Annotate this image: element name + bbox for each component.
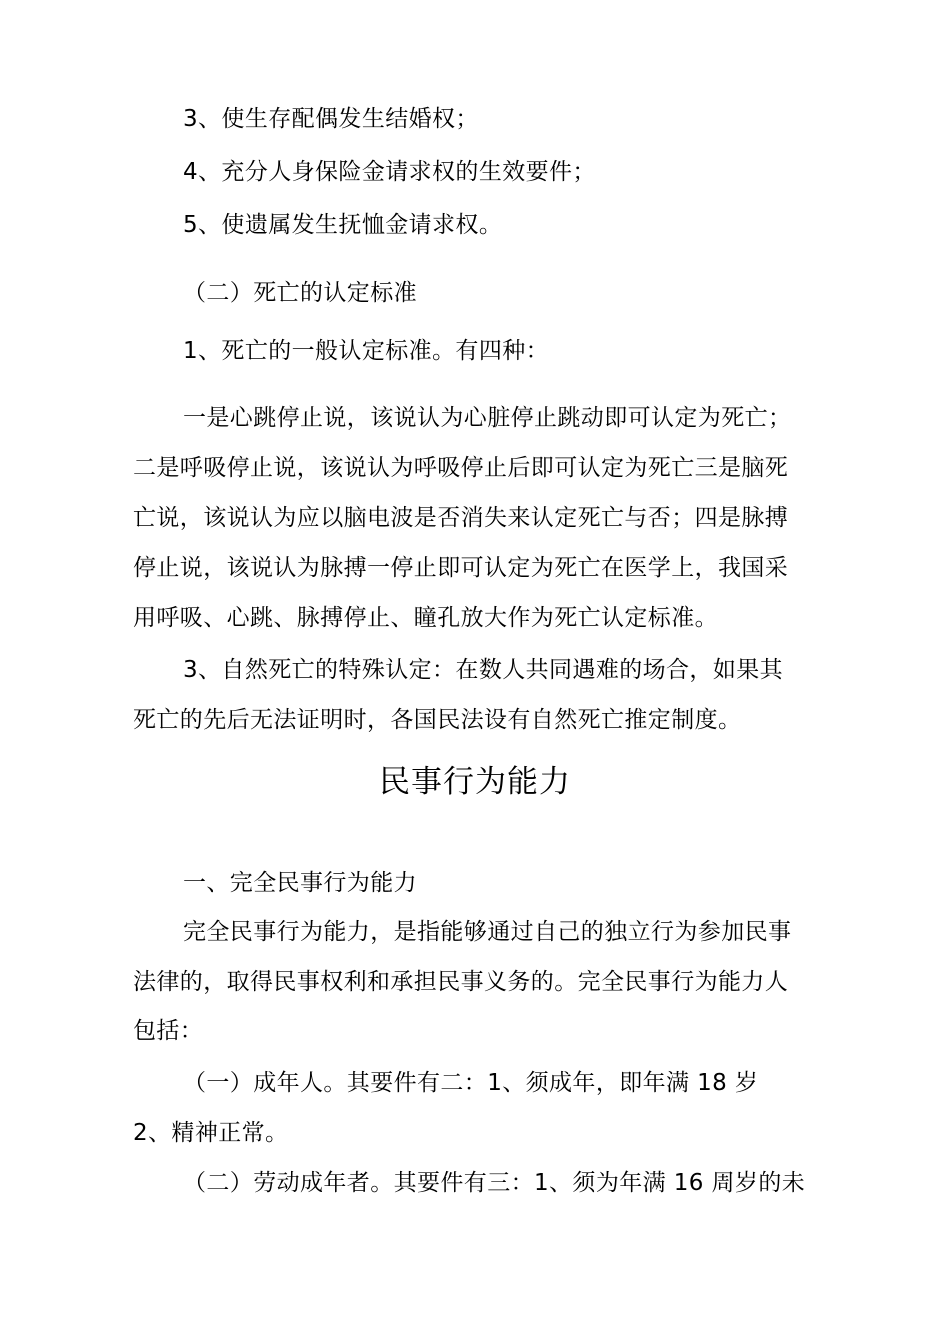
paragraph-line: 3、自然死亡的特殊认定：在数人共同遇难的场合，如果其 xyxy=(183,657,784,683)
paragraph-line: （二）劳动成年者。其要件有三：1、须为年满 16 周岁的未 xyxy=(183,1170,806,1196)
paragraph-line: 停止说，该说认为脉搏一停止即可认定为死亡在医学上，我国采 xyxy=(133,555,789,581)
paragraph-line: 一是心跳停止说，该说认为心脏停止跳动即可认定为死亡； xyxy=(183,405,792,431)
section-title: 民事行为能力 xyxy=(379,764,571,800)
paragraph-line: 法律的，取得民事权利和承担民事义务的。完全民事行为能力人 xyxy=(133,969,789,995)
paragraph-line: 3、使生存配偶发生结婚权； xyxy=(183,106,479,132)
subsection-heading: （二）死亡的认定标准 xyxy=(183,280,417,306)
paragraph-line: 包括： xyxy=(133,1018,204,1044)
paragraph-line: 死亡的先后无法证明时，各国民法设有自然死亡推定制度。 xyxy=(133,707,742,733)
paragraph-line: 二是呼吸停止说，该说认为呼吸停止后即可认定为死亡三是脑死 xyxy=(133,455,789,481)
paragraph-line: 5、使遗属发生抚恤金请求权。 xyxy=(183,212,503,238)
paragraph-line: 用呼吸、心跳、脉搏停止、瞳孔放大作为死亡认定标准。 xyxy=(133,605,718,631)
paragraph-line: （一）成年人。其要件有二：1、须成年，即年满 18 岁 xyxy=(183,1070,759,1096)
paragraph-line: 1、死亡的一般认定标准。有四种： xyxy=(183,338,550,364)
subsection-heading: 一、完全民事行为能力 xyxy=(183,870,417,896)
paragraph-line: 2、精神正常。 xyxy=(133,1120,289,1146)
paragraph-line: 完全民事行为能力，是指能够通过自己的独立行为参加民事 xyxy=(183,919,792,945)
paragraph-line: 亡说，该说认为应以脑电波是否消失来认定死亡与否；四是脉搏 xyxy=(133,505,789,531)
paragraph-line: 4、充分人身保险金请求权的生效要件； xyxy=(183,159,596,185)
